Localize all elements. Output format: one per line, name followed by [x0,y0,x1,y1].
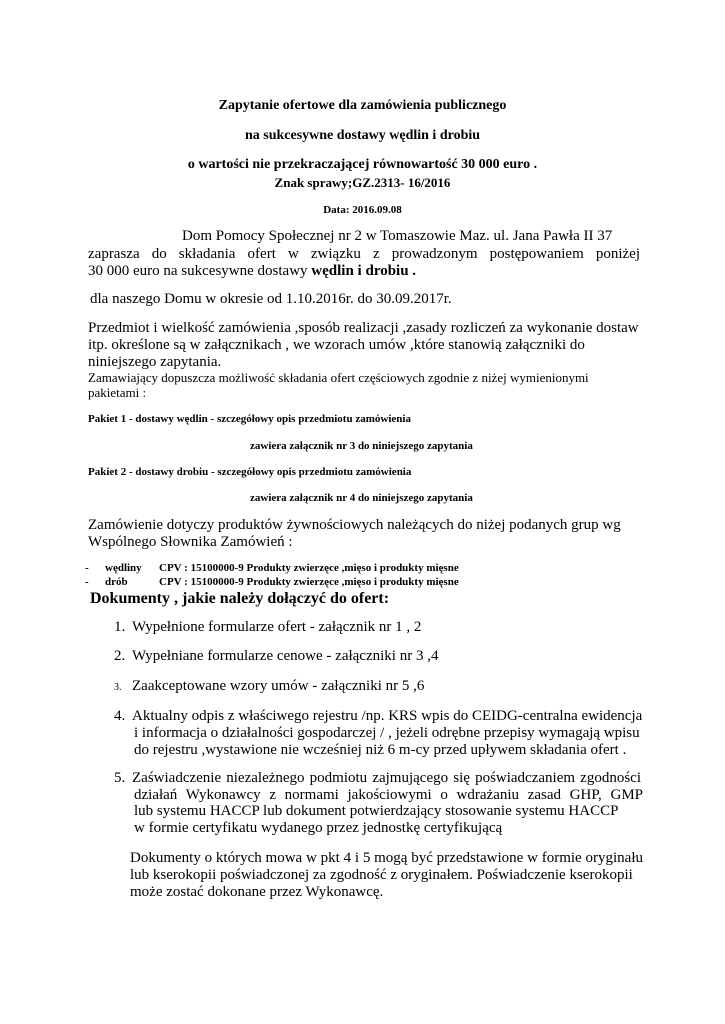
case-number: Znak sprawy;GZ.2313- 16/2016 [274,175,451,190]
document-item-5 [114,770,641,787]
document-item-5-line-2: działań Wykonawcy z normami jakościowymi o wdrażaniu zasad GHP, GMP [134,787,643,803]
document-item-text: Zaświadczenie niezależnego podmiotu zajmującego się poświadczaniem zgodności [132,770,641,786]
document-item-1 [114,619,421,636]
package-1-line-1: Pakiet 1 - dostawy wędlin - szczegółowy opis przedmiotu zamówienia [88,413,411,425]
title-line-1: Zapytanie ofertowe dla zamówienia publicznego [218,98,507,113]
documents-note-line-2: lub kserokopii poświadczonej za zgodność z oryginałem. Poświadczenie kserokopii [130,867,633,883]
document-item-text: Zaakceptowane wzory umów - załączniki nr 5 ,6 [132,678,425,694]
cpv-item-name: wędliny [105,562,142,574]
document-item-2 [114,648,438,665]
document-item-number: 5. [114,770,126,786]
subject-line-2: itp. określone są w załącznikach , we wzorach umów ,które stanowią załączniki do [88,337,585,353]
cpv-item-dash: - [85,562,89,574]
title-line-3: o wartości nie przekraczającej równowartość 30 000 euro . [187,157,538,172]
cpv-item-code: CPV : 15100000-9 Produkty zwierzęce ,mięso i produkty mięsne [159,562,459,574]
document-item-number: 3. [114,682,122,693]
document-item-text: Aktualny odpis z właściwego rejestru /np. KRS wpis do CEIDG-centralna ewidencja [132,708,643,724]
subject-line-1: Przedmiot i wielkość zamówienia ,sposób realizacji ,zasady rozliczeń za wykonanie dostaw [88,320,639,336]
cpv-item-code: CPV : 15100000-9 Produkty zwierzęce ,mięso i produkty mięsne [159,576,459,588]
partial-offers-line-2: pakietami : [88,385,147,400]
document-item-number: 1. [114,619,126,635]
intro-line-1: Dom Pomocy Społecznej nr 2 w Tomaszowie Maz. ul. Jana Pawła II 37 [182,228,613,244]
cpv-item-dash: - [85,576,89,588]
documents-heading: Dokumenty , jakie należy dołączyć do ofert: [90,590,390,607]
cpv-item [85,562,459,574]
intro-line-3-bold: wędlin i drobiu . [311,263,417,279]
document-item-4 [114,708,642,725]
document-item-number: 2. [114,648,126,664]
document-item-text: Wypełnione formularze ofert - załącznik nr 1 , 2 [132,619,422,635]
contract-period: dla naszego Domu w okresie od 1.10.2016r. do 30.09.2017r. [90,291,452,307]
package-2-line-1: Pakiet 2 - dostawy drobiu - szczegółowy opis przedmiotu zamówienia [88,466,412,478]
title-line-2: na sukcesywne dostawy wędlin i drobiu [244,128,481,143]
cpv-intro-line-2: Wspólnego Słownika Zamówień : [88,534,293,550]
intro-line-2: zaprasza do składania ofert w związku z prowadzonym postępowaniem poniżej [88,246,640,262]
cpv-item-name: drób [105,576,128,588]
document-item-5-line-4: w formie certyfikatu wydanego przez jednostkę certyfikującą [134,820,503,836]
partial-offers-line-1: Zamawiający dopuszcza możliwość składania ofert częściowych zgodnie z niżej wymienionymi [88,370,589,385]
cpv-intro-line-1: Zamówienie dotyczy produktów żywnościowych należących do niżej podanych grup wg [88,517,621,533]
package-1-line-2: zawiera załącznik nr 3 do niniejszego zapytania [250,440,473,452]
document-item-number: 4. [114,708,126,724]
document-item-5-line-3: lub systemu HACCP lub dokument potwierdzający stosowanie systemu HACCP [134,803,619,819]
intro-line-3 [88,263,416,280]
document-item-4-line-2: i informacja o działalności gospodarczej / , jeżeli odrębne przepisy wymagają wpisu [134,725,640,741]
documents-note-line-3: może zostać dokonane przez Wykonawcę. [130,884,384,900]
package-2-line-2: zawiera załącznik nr 4 do niniejszego zapytania [250,492,473,504]
document-item-3 [114,678,424,695]
document-item-4-line-3: do rejestru ,wystawione nie wcześniej niż 6 m-cy przed upływem składania ofert . [134,742,627,758]
subject-line-3: niniejszego zapytania. [88,354,222,370]
cpv-item [85,576,459,588]
document-date: Data: 2016.09.08 [323,204,402,216]
document-item-text: Wypełniane formularze cenowe - załączniki nr 3 ,4 [132,648,439,664]
documents-note-line-1: Dokumenty o których mowa w pkt 4 i 5 mogą być przedstawione w formie oryginału [130,850,643,866]
intro-line-3-text: 30 000 euro na sukcesywne dostawy [88,263,312,279]
